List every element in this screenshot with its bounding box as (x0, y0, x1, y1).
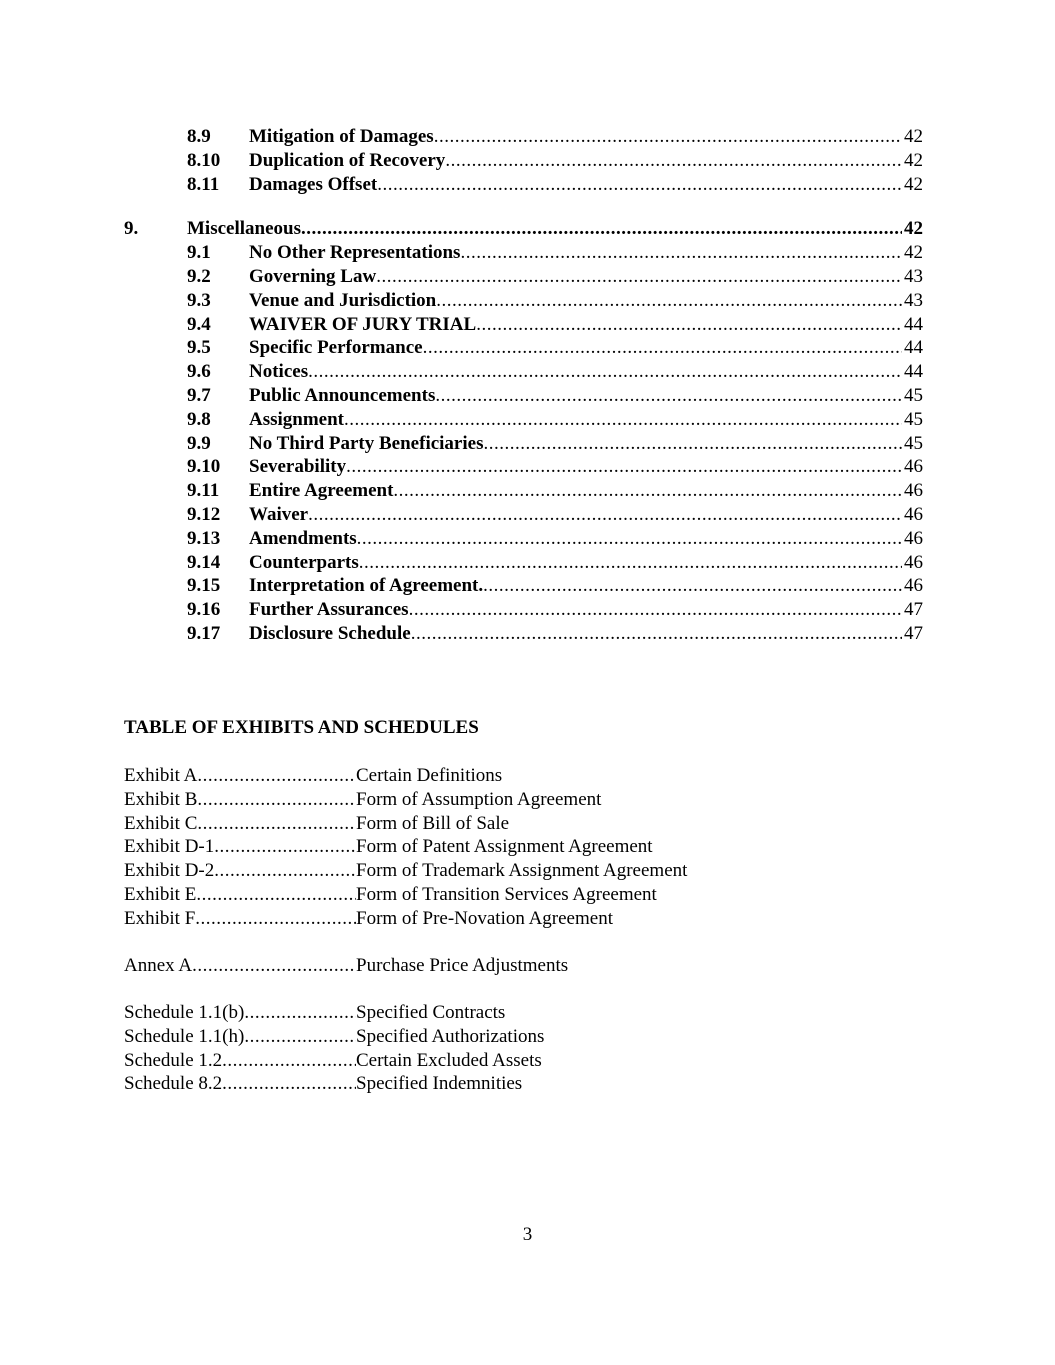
exhibit-label: Exhibit C (124, 812, 198, 834)
exhibit-description: Specified Authorizations (356, 1025, 545, 1047)
toc-entry[interactable] (124, 125, 923, 149)
toc-entry-number: 8.9 (187, 126, 211, 147)
dot-leader (308, 503, 902, 527)
toc-entry-title: Waiver (249, 503, 309, 525)
toc-entry-title: Further Assurances (249, 599, 409, 621)
dot-leader (434, 125, 902, 149)
exhibit-entry[interactable] (124, 1001, 824, 1025)
exhibit-entry[interactable] (124, 1025, 824, 1049)
toc-entry[interactable] (124, 360, 923, 384)
toc-entry[interactable] (124, 289, 923, 313)
toc-entry[interactable] (124, 432, 923, 456)
dot-leader (435, 384, 902, 408)
exhibit-label: Exhibit D-2 (124, 860, 215, 882)
exhibit-description: Form of Pre-Novation Agreement (356, 907, 613, 929)
toc-entry-title: No Third Party Beneficiaries (249, 432, 484, 454)
toc-entry-title: WAIVER OF JURY TRIAL (249, 313, 477, 335)
exhibit-description: Specified Contracts (356, 1002, 506, 1023)
dot-leader (346, 455, 902, 479)
toc-entry[interactable] (124, 527, 923, 551)
exhibits-heading: TABLE OF EXHIBITS AND SCHEDULES (124, 717, 479, 738)
dot-leader (214, 859, 356, 883)
toc-entry[interactable] (124, 479, 923, 503)
exhibit-entry[interactable] (124, 835, 824, 859)
exhibit-entry[interactable] (124, 883, 824, 907)
toc-entry-page: 42 (904, 218, 923, 240)
dot-leader (409, 598, 902, 622)
exhibit-description: Form of Patent Assignment Agreement (356, 836, 653, 858)
toc-entry-number: 9. (124, 218, 139, 240)
exhibit-group (124, 1001, 824, 1096)
dot-leader (376, 265, 902, 289)
exhibit-label: Exhibit E (124, 883, 197, 905)
dot-leader (483, 432, 902, 456)
dot-leader (222, 1049, 356, 1073)
dot-leader (195, 907, 356, 931)
toc-entry-title: Public Announcements (249, 384, 436, 406)
toc-entry-page: 45 (904, 384, 923, 406)
exhibit-label: Exhibit F (124, 907, 196, 929)
dot-leader (423, 336, 902, 360)
page-number: 3 (522, 1224, 533, 1245)
dot-leader (357, 527, 902, 551)
exhibit-group (124, 764, 824, 931)
exhibit-description: Specified Indemnities (356, 1073, 523, 1095)
exhibit-label: Schedule 1.2 (124, 1049, 223, 1071)
exhibit-description: Form of Trademark Assignment Agreement (356, 860, 688, 882)
toc-entry-title: Entire Agreement (249, 480, 394, 502)
toc-entry-number: 9.17 (187, 622, 221, 644)
toc-entry-title: Assignment (249, 408, 345, 430)
toc-entry[interactable] (124, 241, 923, 265)
exhibit-label: Schedule 1.1(b) (124, 1002, 245, 1023)
toc-entry[interactable] (124, 173, 923, 197)
exhibit-label: Exhibit A (124, 765, 198, 786)
toc-entry-page: 46 (904, 456, 923, 478)
dot-leader (197, 788, 356, 812)
dot-leader (301, 217, 902, 241)
toc-entry-number: 8.11 (187, 173, 220, 195)
toc-entry-page: 42 (904, 126, 923, 147)
dot-leader (196, 883, 356, 907)
toc-entry-title: No Other Representations (249, 242, 461, 264)
toc-entry-page: 42 (904, 173, 923, 195)
toc-entry-title: Duplication of Recovery (249, 149, 446, 171)
toc-entry[interactable] (124, 598, 923, 622)
toc-entry-number: 9.13 (187, 527, 221, 549)
exhibit-label: Schedule 8.2 (124, 1073, 223, 1095)
toc-entry-page: 47 (904, 622, 923, 644)
dot-leader (214, 835, 356, 859)
toc-entry-title: Interpretation of Agreement. (249, 575, 484, 597)
toc-entry-title: Mitigation of Damages (249, 126, 434, 147)
dot-leader (197, 764, 356, 788)
exhibit-label: Exhibit D-1 (124, 836, 215, 858)
dot-leader (483, 574, 902, 598)
toc-entry-page: 45 (904, 408, 923, 430)
toc-entry-page: 44 (904, 313, 923, 335)
toc-entry-page: 44 (904, 361, 923, 383)
dot-leader (393, 479, 902, 503)
toc-entry-page: 42 (904, 242, 923, 264)
toc-entry[interactable] (124, 503, 923, 527)
toc-entry-title: Miscellaneous (187, 218, 301, 240)
toc-entry-number: 9.9 (187, 432, 211, 454)
toc-entry-number: 9.3 (187, 289, 211, 311)
dot-leader (359, 551, 902, 575)
toc-entry-number: 9.14 (187, 551, 221, 573)
toc-entry[interactable] (124, 622, 923, 646)
toc-entry-number: 9.1 (187, 242, 211, 264)
exhibit-label: Schedule 1.1(h) (124, 1025, 245, 1047)
toc-entry-page: 46 (904, 527, 923, 549)
toc-entry-page: 42 (904, 149, 923, 171)
toc-entry[interactable] (124, 455, 923, 479)
exhibit-description: Certain Excluded Assets (356, 1049, 542, 1071)
toc-entry[interactable] (124, 217, 923, 241)
toc-entry[interactable] (124, 384, 923, 408)
exhibit-entry[interactable] (124, 1072, 824, 1096)
toc-entry-number: 9.4 (187, 313, 211, 335)
toc-entry[interactable] (124, 574, 923, 598)
toc-entry-page: 46 (904, 575, 923, 597)
exhibit-description: Certain Definitions (356, 765, 503, 786)
dot-leader (411, 622, 902, 646)
toc-entry-page: 43 (904, 289, 923, 311)
toc-entry-page: 46 (904, 551, 923, 573)
table-of-contents (124, 125, 923, 646)
exhibit-entry[interactable] (124, 764, 824, 788)
toc-entry-number: 8.10 (187, 149, 221, 171)
toc-entry[interactable] (124, 265, 923, 289)
toc-entry-number: 9.6 (187, 361, 211, 383)
dot-leader (476, 313, 902, 337)
toc-entry-page: 47 (904, 599, 923, 621)
toc-entry-title: Notices (249, 361, 309, 383)
dot-leader (445, 149, 902, 173)
toc-entry[interactable] (124, 408, 923, 432)
exhibit-entry[interactable] (124, 812, 824, 836)
dot-leader (377, 173, 902, 197)
dot-leader (344, 408, 902, 432)
toc-entry-number: 9.7 (187, 384, 211, 406)
exhibit-entry[interactable] (124, 954, 824, 978)
toc-entry-page: 45 (904, 432, 923, 454)
toc-entry-title: Specific Performance (249, 337, 423, 359)
toc-entry-page: 44 (904, 337, 923, 359)
toc-entry-number: 9.2 (187, 265, 211, 287)
toc-entry-page: 46 (904, 503, 923, 525)
exhibit-entry[interactable] (124, 788, 824, 812)
toc-entry-page: 46 (904, 480, 923, 502)
toc-entry-number: 9.16 (187, 599, 221, 621)
toc-entry[interactable] (124, 551, 923, 575)
toc-entry[interactable] (124, 313, 923, 337)
dot-leader (460, 241, 902, 265)
toc-entry-number: 9.8 (187, 408, 211, 430)
exhibit-description: Form of Transition Services Agreement (356, 883, 657, 905)
toc-entry-number: 9.10 (187, 456, 221, 478)
toc-entry-title: Venue and Jurisdiction (249, 289, 437, 311)
exhibit-label: Exhibit B (124, 788, 198, 810)
exhibit-description: Purchase Price Adjustments (356, 955, 569, 976)
exhibit-entry[interactable] (124, 859, 824, 883)
exhibit-description: Form of Bill of Sale (356, 812, 510, 834)
dot-leader (222, 1072, 356, 1096)
toc-entry-number: 9.5 (187, 337, 211, 359)
exhibit-entry[interactable] (124, 907, 824, 931)
exhibit-group (124, 954, 824, 978)
toc-entry-title: Severability (249, 456, 347, 478)
toc-entry-number: 9.11 (187, 480, 220, 502)
toc-entry-title: Damages Offset (249, 173, 378, 195)
toc-entry-number: 9.15 (187, 575, 221, 597)
dot-leader (197, 812, 356, 836)
toc-entry-number: 9.12 (187, 503, 221, 525)
dot-leader (244, 1001, 356, 1025)
dot-leader (308, 360, 902, 384)
dot-leader (244, 1025, 356, 1049)
toc-entry-title: Governing Law (249, 265, 377, 287)
exhibit-description: Form of Assumption Agreement (356, 788, 602, 810)
toc-entry-title: Disclosure Schedule (249, 622, 411, 644)
toc-entry[interactable] (124, 336, 923, 360)
dot-leader (436, 289, 902, 313)
toc-entry-page: 43 (904, 265, 923, 287)
toc-entry-title: Amendments (249, 527, 357, 549)
exhibit-entry[interactable] (124, 1049, 824, 1073)
toc-entry[interactable] (124, 149, 923, 173)
dot-leader (192, 954, 356, 978)
exhibit-label: Annex A (124, 955, 193, 976)
toc-entry-title: Counterparts (249, 551, 359, 573)
